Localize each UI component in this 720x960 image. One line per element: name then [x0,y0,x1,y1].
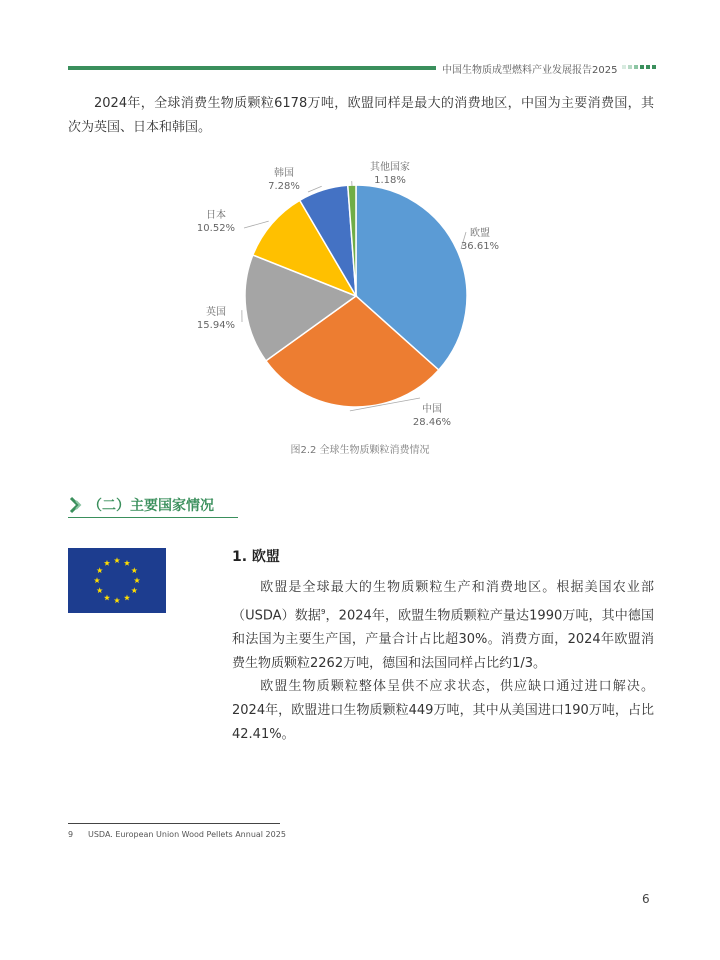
star-icon [97,567,103,573]
chart-caption: 图2.2 全球生物质颗粒消费情况 [290,445,430,456]
eu-paragraph-1: 欧盟是全球最大的生物质颗粒生产和消费地区。根据美国农业部（USDA）数据$^9$，2024年，欧盟生物质颗粒产量达1990万吨，其中德国和法国为主要生产国，产量合计占比超30%。消费方面，2024年欧盟消费生物质颗粒2262万吨，德国和法国同样占比约1/3。 [232,580,654,672]
pie-slice-label: 其他国家 [370,162,410,173]
section-rule [68,517,238,518]
pie-chart [180,150,500,440]
star-icon [114,597,120,603]
section-header [68,493,238,519]
header-decoration [622,65,658,71]
star-icon [114,557,120,563]
eu-paragraph-2: 欧盟生物质颗粒整体呈供不应求状态，供应缺口通过进口解决。2024年，欧盟进口生物质颗粒449万吨，其中从美国进口190万吨，占比42.41%。 [232,679,654,742]
eu-flag-image [68,548,166,613]
header-rule [68,66,436,70]
pie-slice-label: 韩国 [274,168,294,179]
pie-slice-value: 28.46% [412,417,452,428]
intro-paragraph: 2024年，全球消费生物质颗粒6178万吨，欧盟同样是最大的消费地区，中国为主要消费国，其次为英国、日本和韩国。 [68,96,654,135]
pie-slice-label: 英国 [206,307,226,318]
footnote-text: USDA. European Union Wood Pellets Annual 2025 [88,830,286,839]
footnote-number: 9 [68,830,74,839]
star-icon [104,560,110,566]
eu-heading: 1. 欧盟 [232,549,280,565]
star-icon [94,577,100,583]
star-icon [124,595,130,601]
pie-slice-value: 15.94% [196,320,236,331]
page-number: 6 [642,892,650,906]
star-icon [124,560,130,566]
footnote-rule [68,823,280,824]
footnote [68,830,286,839]
pie-slice-label: 中国 [422,404,442,415]
star-icon [131,587,137,593]
chevron-right-icon [68,495,84,515]
pie-slice-value: 10.52% [196,223,236,234]
pie-slice-label: 日本 [206,210,226,221]
star-icon [134,577,140,583]
pie-leader-line [244,221,269,228]
pie-slice-label: 欧盟 [470,228,490,239]
star-icon [97,587,103,593]
section-title: （二）主要国家情况 [88,498,214,514]
pie-slice-value: 36.61% [460,241,500,252]
header-title: 中国生物质成型燃料产业发展报告2025 [442,65,618,76]
footnote-ref[interactable]: 9 [320,608,326,616]
star-icon [131,567,137,573]
pie-slice-value: 1.18% [374,175,406,186]
pie-slice-value: 7.28% [268,181,300,192]
star-icon [104,595,110,601]
